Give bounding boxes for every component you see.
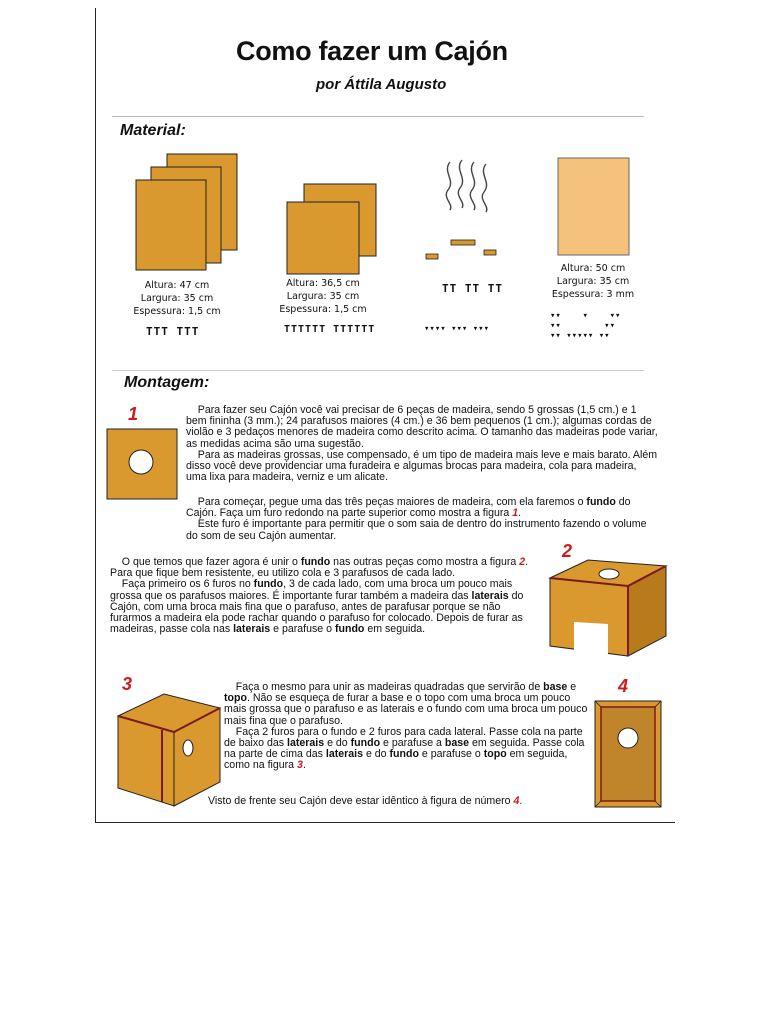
material-2-height: Altura: 36,5 cm	[286, 278, 360, 289]
material-4-small-screws: ▾▾ ▾ ▾▾ ▾▾ ▾▾ ▾▾ ▾▾▾▾▾ ▾▾	[550, 311, 621, 341]
figure-4-number: 4	[618, 676, 629, 696]
page-bottom-border	[95, 822, 675, 823]
material-2-specs	[268, 277, 378, 316]
document-author: por Áttila Augusto	[316, 76, 447, 93]
wood-boards-large-illustration	[134, 150, 244, 270]
figure-1-number: 1	[128, 404, 139, 424]
paragraph-final: Visto de frente seu Cajón deve estar idêntico à figura de número 4.	[208, 795, 523, 807]
material-4-width: Largura: 35 cm	[556, 276, 630, 287]
figure-3-closed-box	[116, 690, 226, 810]
paragraph-step-2: O que temos que fazer agora é unir o fundo nas outras peças como mostra a figura 2. Para que fique bem resistente, eu utilizo cola e 3 parafusos de cada lado. Faça primeiro os 6 furos no fundo, 3 de cada lado, com uma broca um pouco mais grossa que os parafusos maiores. É importante furar também a madeira das laterais do Cajón, com uma broca mais fina que o parafuso, antes de parafusar porque se não furarmos a madeira ela pode rachar quando o parafuso for colocado. Depois de furar as madeiras, passe cola nas laterais e parafuse o fundo em seguida.	[110, 556, 529, 636]
paragraph-step-3: Faça o mesmo para unir as madeiras quadradas que servirão de base e topo. Não se esqueça de furar a base e o topo com uma broca um pouco mais grossa que o parafuso e as laterais e o fundo com uma broca um pouco mais fina que o parafuso. Faça 2 furos para o fundo e 2 furos para cada lateral. Passe cola na parte de baixo das laterais e do fundo e parafuse a base em seguida. Passe cola na parte de cima das laterais e do fundo e parafuse o topo em seguida, como na figura 3.	[224, 681, 588, 772]
thin-board-illustration	[557, 157, 631, 257]
material-1-screws: TTT TTT	[146, 325, 200, 338]
guitar-strings-illustration	[440, 158, 500, 218]
material-4-thickness: Espessura: 3 mm	[551, 289, 635, 300]
material-4-specs	[538, 262, 648, 301]
figure-1-back-panel-with-hole	[106, 428, 178, 500]
material-1-thickness: Espessura: 1,5 cm	[133, 306, 221, 317]
material-2-thickness: Espessura: 1,5 cm	[279, 304, 367, 315]
material-2-width: Largura: 35 cm	[286, 291, 360, 302]
document-title: Como fazer um Cajón	[236, 36, 508, 66]
material-1-height: Altura: 47 cm	[144, 280, 210, 291]
section-montagem-heading: Montagem:	[124, 374, 210, 391]
figure-2-assembled-sides	[546, 552, 676, 662]
figure-3-number: 3	[122, 674, 133, 694]
paragraph-step-1: Para começar, pegue uma das três peças maiores de madeira, com ela faremos o fundo do Cajón. Faça um furo redondo na parte superior como mostra a figura 1. Este furo é importante para permitir que o som saia de dentro do instrumento fazendo o volume do som de seu Cajón aumentar.	[186, 496, 647, 542]
small-wood-pieces-illustration	[424, 236, 504, 266]
material-1-width: Largura: 35 cm	[140, 293, 214, 304]
paragraph-intro: Para fazer seu Cajón você vai precisar de 6 peças de madeira, sendo 5 grossas (1,5 cm.) e 1 bem fininha (3 mm.); 24 parafusos maiores (4 cm.) e 36 bem pequenos (1 cm.); algumas cordas de violão e 3 pedaços menores de madeira como descrito acima. O tamanho das madeiras pode variar, as medidas acima são uma sugestão. Para as madeiras grossas, use compensado, é um tipo de madeira mais leve e mais barato. Além disso você deve providenciar uma furadeira e algumas brocas para madeira, cola para madeira, uma lixa para madeira, verniz e um alicate.	[186, 404, 658, 484]
material-2-screws: TTTTTT TTTTTT	[284, 324, 376, 335]
material-3-small-screws: ▾▾▾▾ ▾▾▾ ▾▾▾	[424, 324, 490, 334]
material-4-height: Altura: 50 cm	[560, 263, 626, 274]
figure-2-number: 2	[562, 541, 573, 561]
page-left-border	[95, 8, 96, 823]
figure-4-front-view	[594, 700, 664, 810]
section-material-heading: Material:	[120, 122, 186, 139]
material-3-large-screws: TT TT TT	[442, 282, 503, 295]
divider	[112, 116, 644, 117]
material-1-specs	[122, 279, 232, 318]
wood-boards-square-illustration	[284, 182, 384, 282]
divider	[112, 370, 644, 371]
